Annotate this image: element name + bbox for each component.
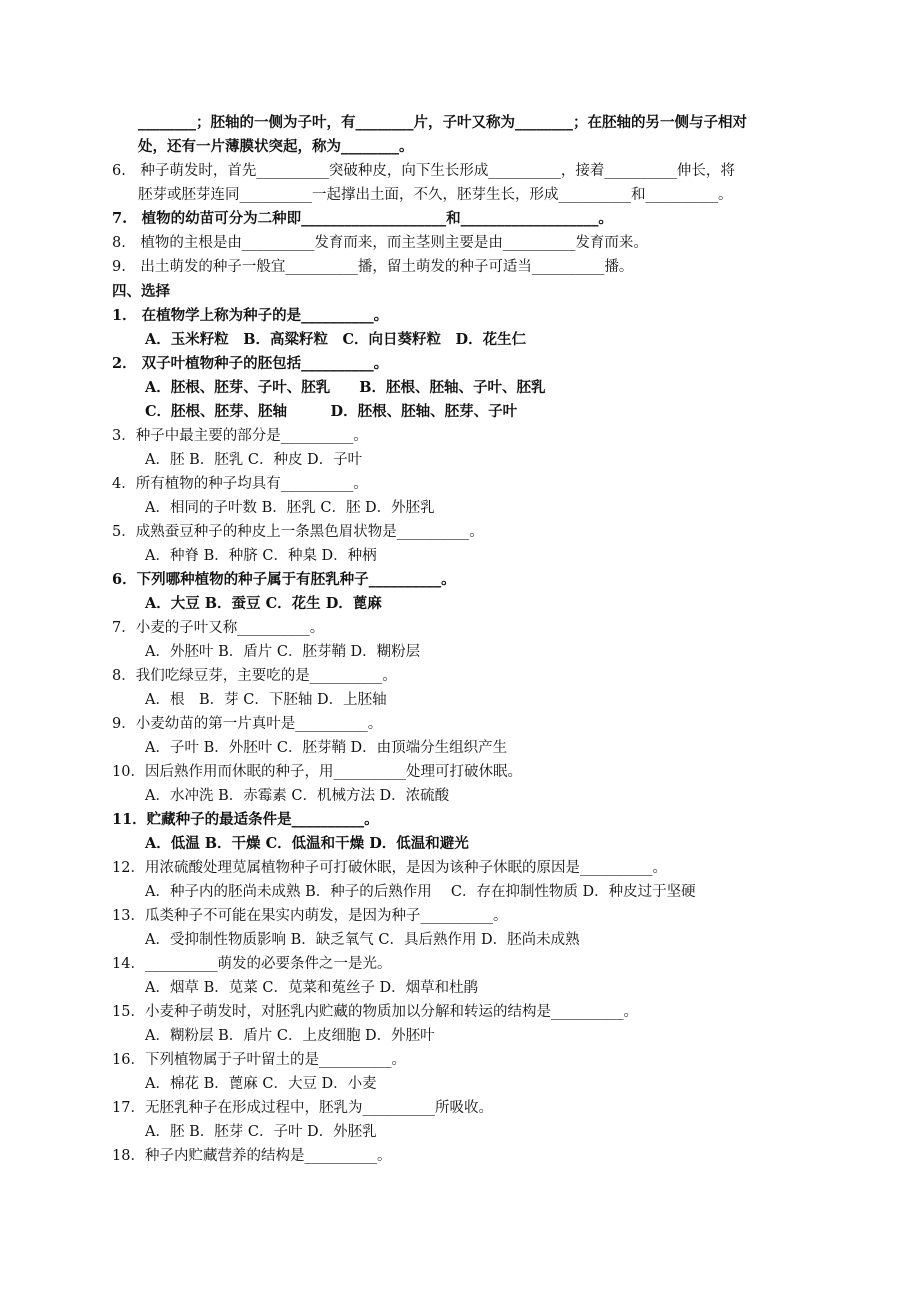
choice-q11-options: A．低温 B．干燥 C．低温和干燥 D．低温和避光 bbox=[145, 835, 469, 852]
choice-q16-options: A．棉花 B．蓖麻 C．大豆 D．小麦 bbox=[145, 1076, 377, 1092]
choice-q14: 14．__________萌发的必要条件之一是光。 bbox=[112, 956, 392, 972]
choice-q4: 4．所有植物的种子均具有__________。 bbox=[112, 476, 368, 492]
fill-q7: 7. 植物的幼苗可分为二种即____________________和___________________。 bbox=[112, 210, 613, 227]
choice-q2: 2． 双子叶植物种子的胚包括__________。 bbox=[112, 355, 389, 372]
choice-q7: 7．小麦的子叶又称__________。 bbox=[112, 620, 325, 636]
fill-q6-line2: 胚芽或胚芽连同__________一起撑出土面，不久，胚芽生长，形成__________和__________。 bbox=[138, 187, 733, 203]
choice-q7-options: A．外胚叶 B．盾片 C．胚芽鞘 D．糊粉层 bbox=[145, 644, 421, 660]
choice-q9: 9．小麦幼苗的第一片真叶是__________。 bbox=[112, 716, 383, 732]
fill-q8: 8. 植物的主根是由__________发育而来，而主茎则主要是由__________发育而来。 bbox=[112, 235, 648, 251]
choice-q11: 11．贮藏种子的最适条件是__________。 bbox=[112, 811, 379, 828]
choice-q15: 15．小麦种子萌发时，对胚乳内贮藏的物质加以分解和转运的结构是__________。 bbox=[112, 1004, 638, 1020]
choice-q16: 16．下列植物属于子叶留土的是__________。 bbox=[112, 1052, 406, 1068]
choice-q18: 18．种子内贮藏营养的结构是__________。 bbox=[112, 1148, 392, 1164]
q5-continuation-line2: 处，还有一片薄膜状突起，称为________。 bbox=[138, 138, 414, 155]
choice-q4-options: A．相同的子叶数 B．胚乳 C．胚 D．外胚乳 bbox=[145, 500, 435, 516]
choice-q5: 5．成熟蚕豆种子的种皮上一条黑色眉状物是__________。 bbox=[112, 524, 484, 540]
choice-q2-options-line1: A．胚根、胚芽、子叶、胚乳 B．胚根、胚轴、子叶、胚乳 bbox=[145, 379, 546, 396]
fill-q6-line1: 6. 种子萌发时，首先__________突破种皮，向下生长形成__________，接着__________伸长，将 bbox=[112, 163, 735, 179]
q5-continuation-line1: ________；胚轴的一侧为子叶，有________片，子叶又称为________；在胚轴的另一侧与子相对 bbox=[138, 114, 747, 131]
choice-q9-options: A．子叶 B．外胚叶 C．胚芽鞘 D．由顶端分生组织产生 bbox=[145, 740, 508, 756]
choice-q12-options: A．种子内的胚尚未成熟 B．种子的后熟作用 C．存在抑制性物质 D．种皮过于坚硬 bbox=[145, 884, 696, 900]
choice-q2-options-line2: C．胚根、胚芽、胚轴 D．胚根、胚轴、胚芽、子叶 bbox=[145, 403, 518, 420]
choice-q12: 12．用浓硫酸处理苋属植物种子可打破休眠，是因为该种子休眠的原因是__________。 bbox=[112, 860, 667, 876]
section-heading-choice: 四、选择 bbox=[112, 283, 170, 300]
choice-q17-options: A．胚 B．胚芽 C．子叶 D．外胚乳 bbox=[145, 1124, 377, 1140]
choice-q6: 6．下列哪种植物的种子属于有胚乳种子__________。 bbox=[112, 571, 456, 588]
choice-q17: 17．无胚乳种子在形成过程中，胚乳为__________所吸收。 bbox=[112, 1100, 493, 1116]
choice-q1-options: A．玉米籽粒 B．高粱籽粒 C．向日葵籽粒 D．花生仁 bbox=[145, 331, 527, 348]
choice-q6-options: A．大豆 B．蚕豆 C．花生 D．蓖麻 bbox=[145, 595, 382, 612]
choice-q3: 3．种子中最主要的部分是__________。 bbox=[112, 428, 368, 444]
choice-q15-options: A．糊粉层 B．盾片 C．上皮细胞 D．外胚叶 bbox=[145, 1028, 435, 1044]
choice-q1: 1． 在植物学上称为种子的是__________。 bbox=[112, 307, 389, 324]
choice-q8-options: A．根 B．芽 C．下胚轴 D．上胚轴 bbox=[145, 692, 387, 708]
choice-q3-options: A．胚 B．胚乳 C．种皮 D．子叶 bbox=[145, 452, 363, 468]
fill-q9: 9. 出土萌发的种子一般宜__________播，留土萌发的种子可适当__________播。 bbox=[112, 259, 634, 275]
choice-q5-options: A．种脊 B．种脐 C．种臬 D．种柄 bbox=[145, 548, 377, 564]
choice-q10: 10．因后熟作用而休眠的种子，用__________处理可打破休眠。 bbox=[112, 764, 522, 780]
choice-q13: 13．瓜类种子不可能在果实内萌发，是因为种子__________。 bbox=[112, 908, 508, 924]
choice-q10-options: A．水冲洗 B．赤霉素 C．机械方法 D．浓硫酸 bbox=[145, 788, 450, 804]
choice-q14-options: A．烟草 B．苋菜 C．苋菜和菟丝子 D．烟草和杜鹃 bbox=[145, 980, 479, 996]
choice-q13-options: A．受抑制性物质影响 B．缺乏氧气 C．具后熟作用 D．胚尚未成熟 bbox=[145, 932, 580, 948]
choice-q8: 8．我们吃绿豆芽，主要吃的是__________。 bbox=[112, 668, 397, 684]
